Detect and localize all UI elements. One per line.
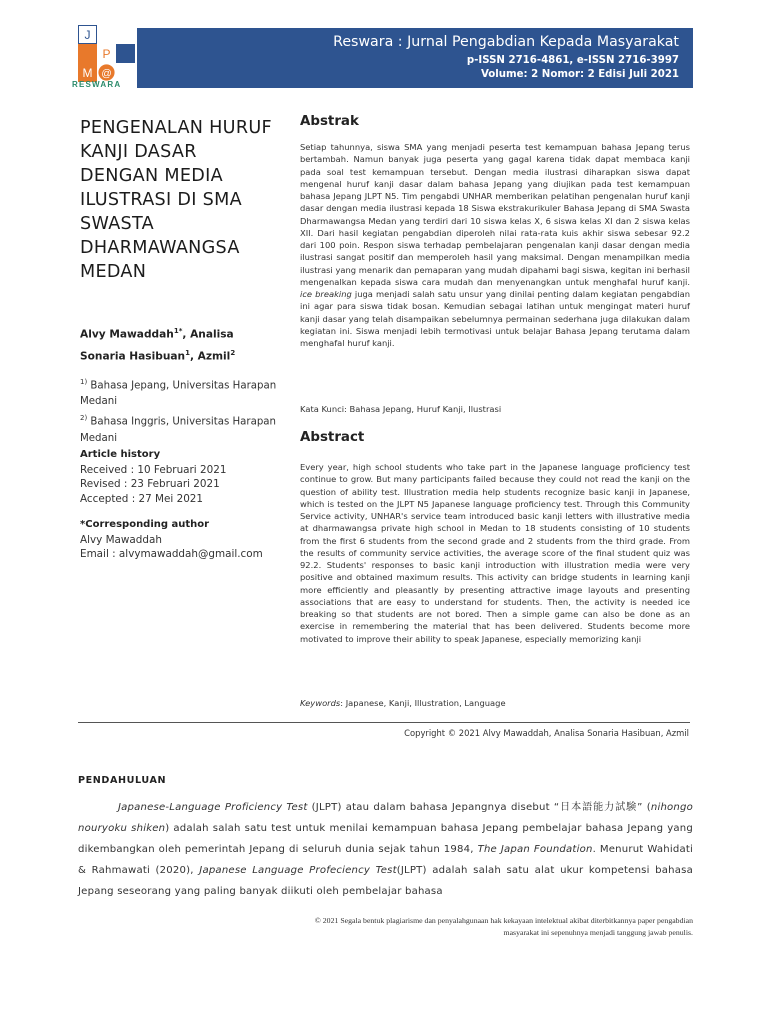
journal-logo [70,25,132,91]
history-accepted: Accepted : 27 Mei 2021 [80,492,204,505]
text-run: (JLPT) atau dalam bahasa Jepangnya disebut “日本語能力試験” ( [307,802,651,813]
italic-term: nihongo nouryoku shiken [78,802,693,834]
text-run: ) adalah salah satu test untuk menilai kemampuan bahasa Jepang pembelajar bahasa Jepang yang dikembangkan oleh pemerintah Jepang di seluruh dunia sejak tahun 1984, [78,823,693,855]
abstrak-heading: Abstrak [300,114,359,129]
logo-letter: M [82,65,93,80]
affiliation-text: Bahasa Jepang, Universitas Harapan Medani [80,380,277,408]
affiliation-text: Bahasa Inggris, Universitas Harapan Medani [80,416,276,444]
keywords-text: : Japanese, Kanji, Illustration, Language [340,698,506,708]
journal-name: Reswara : Jurnal Pengabdian Kepada Masyarakat [333,34,679,50]
abstract-body: Every year, high school students who take part in the Japanese language proficiency test continue to grow. But many participants failed because they could not read the kanji on the question of ability test. Illustration media help students recognize basic kanji in Japanese, which is tested on the JLPT N5 Japanese language proficiency test. Through this Community Service activity, UNHAR's service team introduced basic kanji letters with illustrative media at dharmawangsa private high school in Medan to 18 students consisting of 10 students from the first 6 students from the second grade and 2 students from the third grade. From the results of community service activities, the average score of the final student quiz was 92.2. Students' responses to basic kanji introduction with illustration media were very positive and obtained maximum results. This activity can bridge students in learning kanji more efficiently and pleasantly by presenting attractive image layouts and presenting associations that are easy to understand for students. Then, the activity is needed ice breaking so that students are not bored. Then a simple game can also be done as an exercise in remembering the material that has been delivered. Students become more motivated to improve their ability to speak Japanese, especially memorizing kanji [300,462,690,644]
title-line: PENGENALAN HURUF [80,118,272,138]
italic-term: Japanese-Language Proficiency Test [118,802,308,813]
author-superscript: 1 [185,348,190,357]
kata-kunci: Kata Kunci: Bahasa Jepang, Huruf Kanji, Ilustrasi [300,404,502,414]
logo-square-j [78,25,97,44]
italic-term: The Japan Foundation [477,844,593,855]
logo-square-blue [116,44,135,63]
abstrak-italic: ice breaking [300,289,352,299]
logo-letter: J [84,27,91,42]
corresponding-name: Alvy Mawaddah [80,533,162,546]
title-line: DHARMAWANGSA [80,238,240,258]
journal-issn: p-ISSN 2716-4861, e-ISSN 2716-3997 [466,55,679,66]
logo-square-at [98,64,114,80]
article-history [80,448,285,506]
title-line: DENGAN MEDIA [80,166,223,186]
divider [78,722,690,723]
affiliation-marker: 1) [80,378,88,386]
footer-line: masyarakat ini sepenuhnya menjadi tanggung jawab penulis. [503,928,693,937]
affiliation-item [80,374,285,410]
title-line: MEDAN [80,262,147,282]
copyright-line: Copyright © 2021 Alvy Mawaddah, Analisa Sonaria Hasibuan, Azmil [404,728,689,738]
italic-term: Japanese Language Profeciency Test [199,865,397,876]
section-heading: PENDAHULUAN [78,775,167,786]
text-run: . Menurut Wahidati & Rahmawati (2020), [78,844,694,876]
author-superscript: 2 [230,348,236,357]
author-name: Sonaria Hasibuan [80,350,186,363]
abstract-heading: Abstract [300,430,365,445]
paragraph [78,797,693,902]
author-name: , Analisa [182,328,234,341]
author-line [80,322,285,344]
keywords [300,698,690,708]
logo-square-orange [78,44,97,63]
corresponding-author [80,518,285,562]
logo-square-p [97,44,116,63]
corresponding-label: *Corresponding author [80,519,210,530]
author-name: , Azmil [189,350,231,363]
affiliations [80,374,285,447]
abstrak-text: Setiap tahunnya, siswa SMA yang menjadi peserta test kemampuan bahasa Jepang terus bertambah. Namun banyak juga peserta yang gagal karena tidak dapat membaca kanji pada soal test kemampuan tersebut. Dengan media ilustrasi diharapkan siswa dapat mengenal huruf kanji dasar dalam bahasa Jepang yang diujikan pada test kemampuan bahasa Jepang JLPT N5. Tim pengabdi UNHAR memberikan pelatihan pengenalan huruf kanji dasar dengan media ilustrasi kepada 18 Siswa ekstrakurikuler Bahasa Jepang di SMA Swasta Dharmawangsa Medan yang terdiri dari 10 siswa kelas X, 6 siswa kelas XI dan 2 siswa kelas XII. Dari hasil kegiatan pengabdian diperoleh nilai rata-rata kuis akhir siswa sebesar 92.2 dari 100 poin. Respon siswa terhadap pembelajaran pengenalan kanji dasar dengan media ilustrasi sangat positif dan memperoleh hasil yang maksimal. Dengan menampilkan media ilustrasi yang menarik dan pemaparan yang mudah dipahami bagi siswa, kegitan ini berhasil mengenalkan kepada siswa cara mudah dan menyenangkan untuk menghafal huruf kanji. [300,142,690,287]
journal-header-bar [137,28,693,88]
intro-paragraph [78,797,693,902]
author-name: Alvy Mawaddah [80,328,174,341]
logo-letter: P [102,46,111,61]
author-superscript: 1* [173,327,183,335]
logo-wordmark: RESWARA [72,80,122,89]
footer-line: © 2021 Segala bentuk plagiarisme dan penyalahgunaan hak kekayaan intelektual akibat diterbitkannya paper pengabdian [314,916,693,925]
abstrak-body [300,141,690,349]
corresponding-email[interactable]: Email : alvymawaddah@gmail.com [80,548,263,560]
abstrak-text: juga menjadi salah satu unsur yang dinilai penting dalam kegiatan pengabdian ini agar para siswa tidak bosan. Kemudian sebagai latihan untuk mengingat materi huruf kanji dasar yang telah disampaikan sebelumnya permainan sederhana juga dilakukan dalam kegiatan ini. Siswa menjadi lebih termotivasi untuk belajar Bahasa Jepang terutama dalam menghafal huruf kanji. [300,289,691,348]
article-title [80,116,285,284]
author-list [80,322,285,365]
text-run: (JLPT) adalah salah satu alat ukur kompetensi bahasa Jepang seseorang yang paling banyak diikuti oleh pembelajar bahasa [78,865,693,897]
logo-letter: @ [101,66,112,79]
journal-volume: Volume: 2 Nomor: 2 Edisi Juli 2021 [480,69,679,80]
title-line: SWASTA [80,214,155,234]
title-line: ILUSTRASI DI SMA [80,190,242,210]
footer-note [300,915,693,939]
affiliation-marker: 2) [80,414,88,423]
title-line: KANJI DASAR [80,142,197,162]
author-line [80,344,285,366]
affiliation-item [80,410,285,446]
history-revised: Revised : 23 Februari 2021 [80,478,220,490]
history-received: Received : 10 Februari 2021 [80,463,227,476]
history-label: Article history [80,449,161,460]
keywords-label: Keywords [300,698,341,708]
